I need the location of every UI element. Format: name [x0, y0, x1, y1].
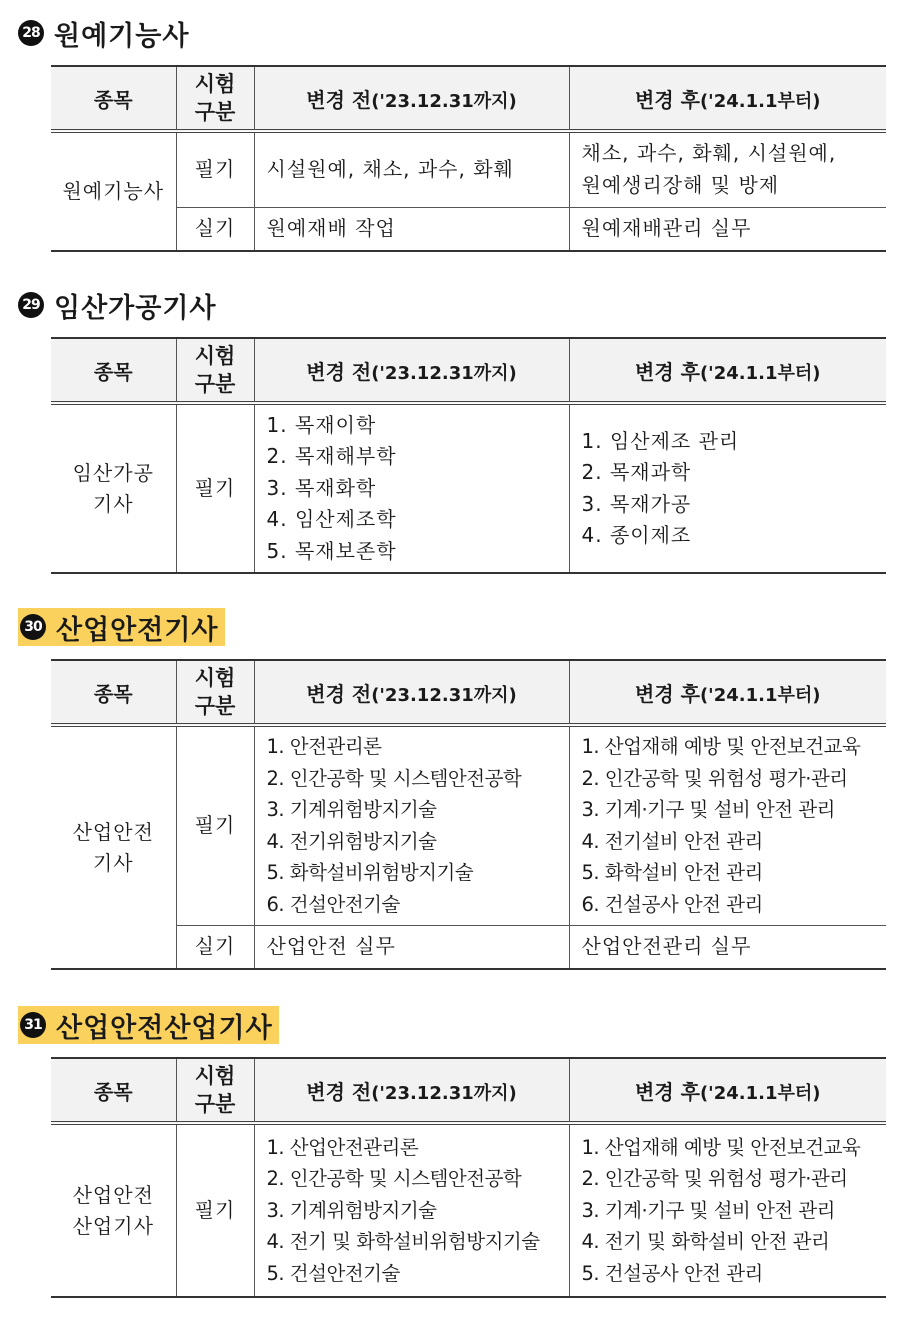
gubun-cell: 필기 [176, 1123, 254, 1297]
exam-change-table [51, 659, 886, 970]
circled-number: 29 [18, 292, 44, 318]
before-cell: 원예재배 작업 [254, 207, 569, 251]
header-before: 변경 전('23.12.31까지) [254, 1058, 569, 1123]
gubun-cell: 실기 [176, 207, 254, 251]
header-jongmok: 종목 [51, 660, 176, 725]
section-title: 원예기능사 [54, 20, 190, 52]
header-gubun: 시험 구분 [176, 338, 254, 403]
exam-change-table [51, 337, 886, 574]
before-cell: 1. 산업안전관리론 2. 인간공학 및 시스템안전공학 3. 기계위험방지기술 4. 전기 및 화학설비위험방지기술 5. 건설안전기술 [254, 1123, 569, 1297]
before-cell: 1. 안전관리론 2. 인간공학 및 시스템안전공학 3. 기계위험방지기술 4. 전기위험방지기술 5. 화학설비위험방지기술 6. 건설안전기술 [254, 725, 569, 925]
section-heading [18, 286, 217, 324]
exam-change-table [51, 1057, 886, 1298]
header-before: 변경 전('23.12.31까지) [254, 66, 569, 131]
section-heading [18, 608, 225, 646]
section-title: 산업안전산업기사 [56, 1012, 273, 1044]
header-gubun: 시험 구분 [176, 1058, 254, 1123]
circled-number: 31 [20, 1012, 46, 1038]
header-jongmok: 종목 [51, 66, 176, 131]
header-jongmok: 종목 [51, 1058, 176, 1123]
section-title: 임산가공기사 [54, 292, 217, 324]
before-cell: 시설원예, 채소, 과수, 화훼 [254, 131, 569, 207]
section-heading [18, 14, 189, 52]
gubun-cell: 필기 [176, 403, 254, 573]
section-title: 산업안전기사 [56, 614, 219, 646]
after-cell: 산업안전관리 실무 [569, 925, 886, 969]
header-after: 변경 후('24.1.1부터) [569, 338, 886, 403]
jongmok-cell: 산업안전 산업기사 [51, 1123, 176, 1297]
header-after: 변경 후('24.1.1부터) [569, 66, 886, 131]
header-before: 변경 전('23.12.31까지) [254, 660, 569, 725]
circled-number: 30 [20, 614, 46, 640]
section-heading [18, 1006, 279, 1044]
after-cell: 1. 임산제조 관리 2. 목재과학 3. 목재가공 4. 종이제조 [569, 403, 886, 573]
after-cell: 채소, 과수, 화훼, 시설원예, 원예생리장해 및 방제 [569, 131, 886, 207]
circled-number: 28 [18, 20, 44, 46]
gubun-cell: 필기 [176, 725, 254, 925]
header-jongmok: 종목 [51, 338, 176, 403]
before-cell: 산업안전 실무 [254, 925, 569, 969]
jongmok-cell: 산업안전 기사 [51, 725, 176, 969]
gubun-cell: 실기 [176, 925, 254, 969]
exam-change-table [51, 65, 886, 252]
gubun-cell: 필기 [176, 131, 254, 207]
header-gubun: 시험 구분 [176, 66, 254, 131]
header-before: 변경 전('23.12.31까지) [254, 338, 569, 403]
header-after: 변경 후('24.1.1부터) [569, 1058, 886, 1123]
jongmok-cell: 임산가공 기사 [51, 403, 176, 573]
jongmok-cell: 원예기능사 [51, 131, 176, 251]
before-cell: 1. 목재이학 2. 목재해부학 3. 목재화학 4. 임산제조학 5. 목재보존학 [254, 403, 569, 573]
after-cell: 1. 산업재해 예방 및 안전보건교육 2. 인간공학 및 위험성 평가·관리 3. 기계·기구 및 설비 안전 관리 4. 전기설비 안전 관리 5. 화학설비 안전 관리 6. 건설공사 안전 관리 [569, 725, 886, 925]
header-gubun: 시험 구분 [176, 660, 254, 725]
after-cell: 원예재배관리 실무 [569, 207, 886, 251]
header-after: 변경 후('24.1.1부터) [569, 660, 886, 725]
after-cell: 1. 산업재해 예방 및 안전보건교육 2. 인간공학 및 위험성 평가·관리 3. 기계·기구 및 설비 안전 관리 4. 전기 및 화학설비 안전 관리 5. 건설공사 안전 관리 [569, 1123, 886, 1297]
